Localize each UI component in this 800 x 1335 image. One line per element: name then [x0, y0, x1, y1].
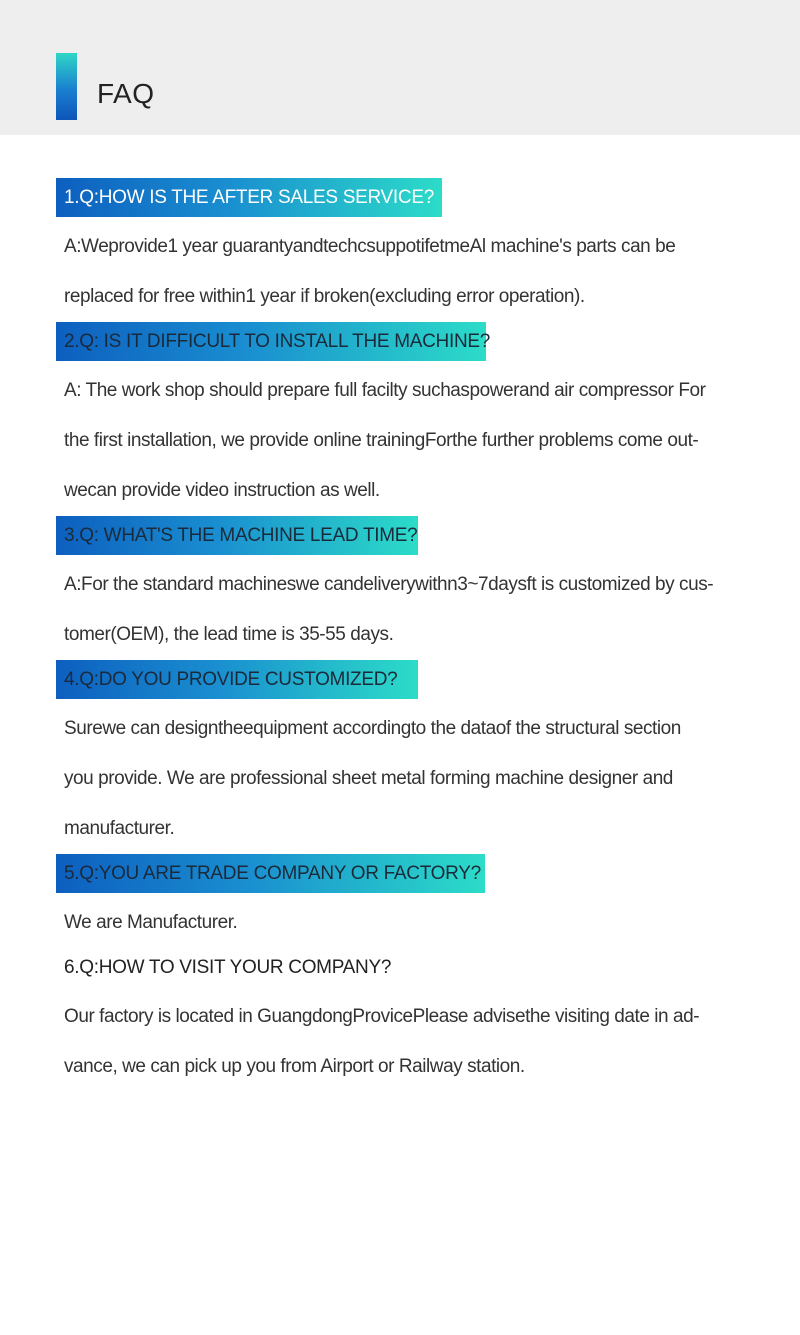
faq-header [0, 0, 800, 135]
faq-item-2 [56, 322, 756, 516]
answer-line: you provide. We are professional sheet metal forming machine designer and [64, 768, 673, 789]
header-accent-bar [56, 53, 77, 120]
answer-line: tomer(OEM), the lead time is 35-55 days. [64, 624, 394, 645]
faq-question-banner: 2.Q: IS IT DIFFICULT TO INSTALL THE MACHINE? [56, 322, 486, 361]
answer-line: Our factory is located in GuangdongProvicePlease advisethe visiting date in ad- [64, 1006, 700, 1027]
faq-item-4 [56, 660, 756, 854]
answer-line: We are Manufacturer. [64, 912, 238, 933]
page-title: FAQ [97, 78, 155, 109]
answer-line: wecan provide video instruction as well. [64, 480, 380, 501]
faq-list [56, 178, 756, 1092]
answer-line: A: The work shop should prepare full facilty suchaspowerand air compressor For [64, 380, 706, 401]
faq-item-5 [56, 854, 756, 948]
faq-question-banner: 3.Q: WHAT'S THE MACHINE LEAD TIME? [56, 516, 418, 555]
faq-question-banner: 4.Q:DO YOU PROVIDE CUSTOMIZED? [56, 660, 418, 699]
faq-item-1 [56, 178, 756, 322]
faq-answer [56, 987, 746, 1092]
answer-line: replaced for free within1 year if broken(excluding error operation). [64, 286, 585, 307]
answer-line: A:For the standard machineswe candeliverywithn3~7daysft is customized by cus- [64, 574, 714, 595]
answer-line: A:Weprovide1 year guarantyandtechcsuppotifetmeAl machine's parts can be [64, 236, 676, 257]
faq-answer [56, 217, 746, 322]
answer-line: Surewe can designtheequipment accordingto the dataof the structural section [64, 718, 681, 739]
faq-answer [56, 361, 746, 516]
faq-question-banner: 5.Q:YOU ARE TRADE COMPANY OR FACTORY? [56, 854, 485, 893]
answer-line: the first installation, we provide online trainingForthe further problems come out- [64, 430, 699, 451]
faq-answer [56, 893, 746, 948]
faq-question-banner: 1.Q:HOW IS THE AFTER SALES SERVICE? [56, 178, 442, 217]
faq-answer [56, 699, 746, 854]
faq-item-6 [56, 948, 756, 1092]
faq-item-3 [56, 516, 756, 660]
answer-line: vance, we can pick up you from Airport or Railway station. [64, 1056, 525, 1077]
faq-answer [56, 555, 746, 660]
faq-question-heading: 6.Q:HOW TO VISIT YOUR COMPANY? [64, 957, 392, 978]
answer-line: manufacturer. [64, 818, 175, 839]
